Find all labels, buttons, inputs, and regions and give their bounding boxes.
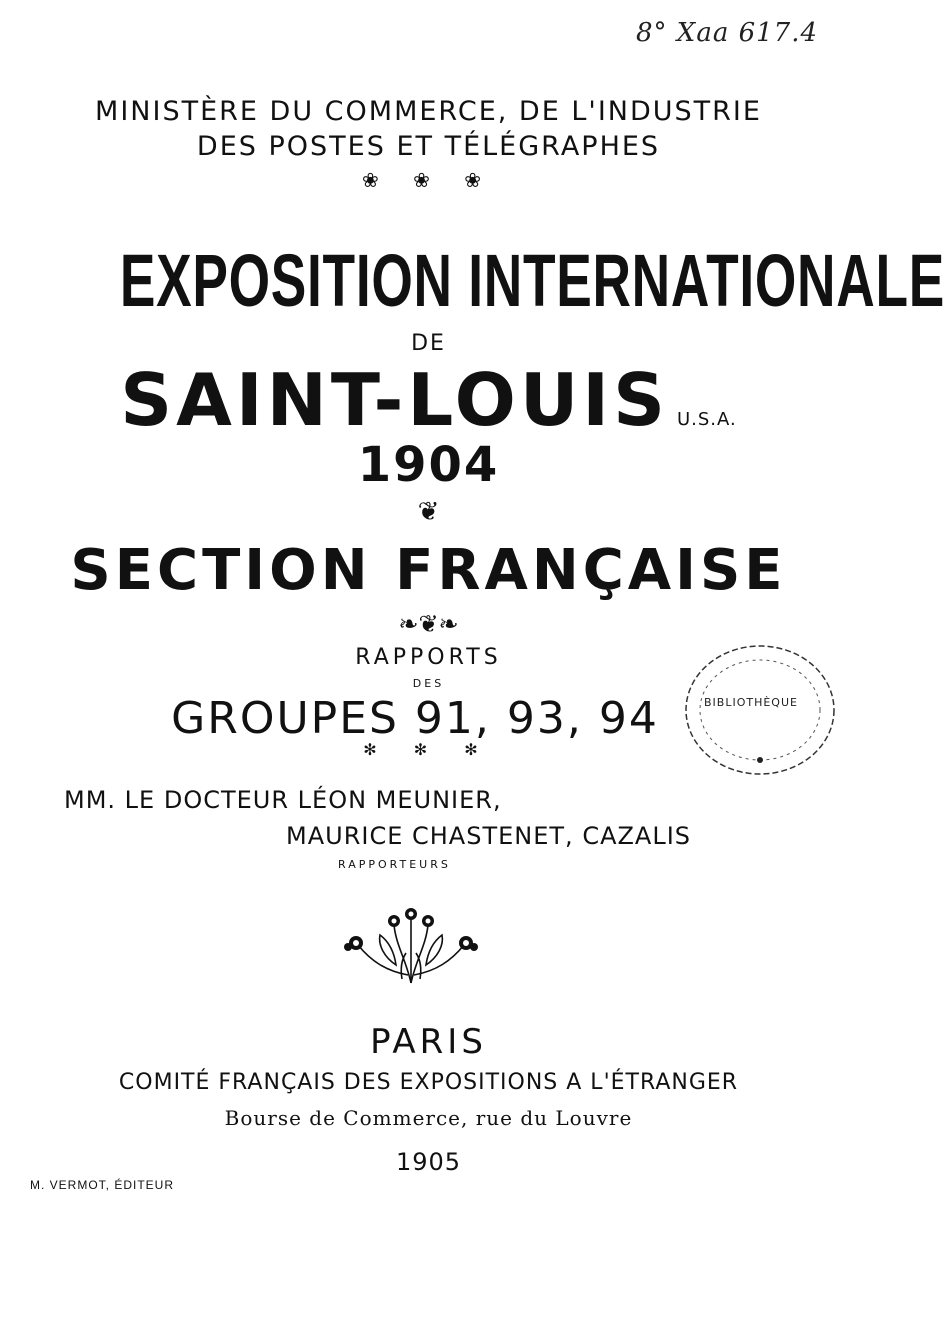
exposition-title: EXPOSITION INTERNATIONALE (119, 239, 945, 322)
floral-vignette-icon (336, 905, 486, 989)
title-connector-de: DE (411, 331, 446, 356)
star-ornament-row: ✻ ✻ ✻ (363, 740, 494, 759)
ministry-line-2: DES POSTES ET TÉLÉGRAPHES (196, 131, 661, 162)
flower-ornament-row: ❀ ❀ ❀ (362, 168, 495, 192)
city-name: SAINT-LOUIS (120, 358, 669, 442)
groups-title: GROUPES 91, 93, 94 (171, 693, 659, 744)
rapporteurs-label: RAPPORTEURS (338, 858, 451, 871)
imprint-committee: COMITÉ FRANÇAIS DES EXPOSITIONS A L'ÉTRANGER (118, 1070, 739, 1095)
library-stamp (680, 638, 840, 782)
flower-divider-icon: ❦ (417, 497, 440, 527)
imprint-year: 1905 (395, 1148, 462, 1176)
shelfmark-annotation: 8° Xaa 617.4 (636, 18, 819, 48)
publisher-credit: M. VERMOT, ÉDITEUR (30, 1178, 175, 1192)
city-line (0, 358, 857, 442)
stamp-label: BIBLIOTHÈQUE (704, 696, 798, 709)
authors-line-1: MM. LE DOCTEUR LÉON MEUNIER, (64, 786, 502, 814)
imprint-address: Bourse de Commerce, rue du Louvre (224, 1106, 633, 1130)
authors-line-2: MAURICE CHASTENET, CAZALIS (286, 822, 692, 850)
section-title: SECTION FRANÇAISE (70, 538, 787, 603)
ministry-line-1: MINISTÈRE DU COMMERCE, DE L'INDUSTRIE (95, 96, 762, 127)
imprint-city: PARIS (370, 1022, 487, 1062)
rapports-label: RAPPORTS (355, 645, 502, 670)
des-label: DES (412, 677, 445, 690)
interlace-ornament-icon: ❧❦❧ (398, 610, 459, 638)
country-abbrev: U.S.A. (676, 409, 737, 430)
exposition-year: 1904 (357, 437, 500, 493)
